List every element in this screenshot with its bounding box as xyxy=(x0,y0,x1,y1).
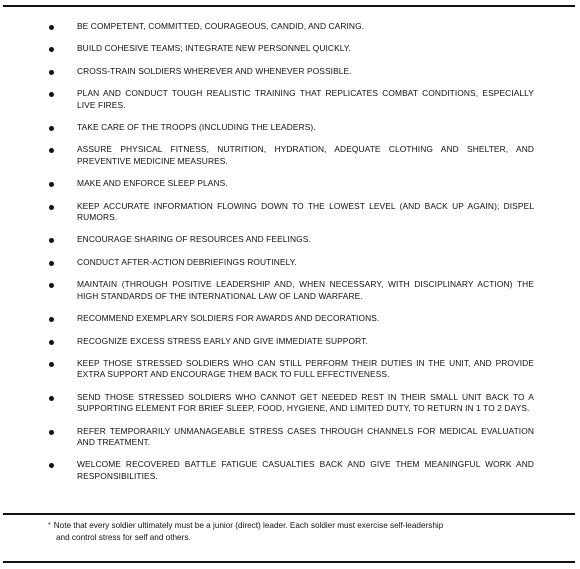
top-rule xyxy=(3,5,575,7)
list-item-text: MAINTAIN (THROUGH POSITIVE LEADERSHIP AND, WHEN NECESSARY, WITH DISCIPLINARY ACTION) THE HIGH STANDARDS OF THE INTERNATIONAL LAW OF LAND WARFARE. xyxy=(77,279,534,301)
list-item-text: SEND THOSE STRESSED SOLDIERS WHO CANNOT GET NEEDED REST IN THEIR SMALL UNIT BACK TO A SUPPORTING ELEMENT FOR BRIEF SLEEP, FOOD, HYGIENE, AND LIMITED DUTY, TO RETURN IN 1 TO 2 DAYS. xyxy=(77,391,534,414)
list-item xyxy=(0,43,580,54)
footnote xyxy=(48,520,548,543)
list-item-text: ASSURE PHYSICAL FITNESS, NUTRITION, HYDRATION, ADEQUATE CLOTHING AND SHELTER, AND PREVENTIVE MEDICINE MEASURES. xyxy=(77,144,534,166)
list-item-text: REFER TEMPORARILY UNMANAGEABLE STRESS CASES THROUGH CHANNELS FOR MEDICAL EVALUATION AND TREATMENT. xyxy=(77,425,534,447)
footnote-line-2: and control stress for self and others. xyxy=(56,532,191,542)
bullet-icon xyxy=(49,463,54,468)
bullet-icon xyxy=(49,283,54,288)
list-item-text: WELCOME RECOVERED BATTLE FATIGUE CASUALTIES BACK AND GIVE THEM MEANINGFUL WORK AND RESPONSIBILITIES. xyxy=(77,459,534,481)
bullet-icon xyxy=(49,148,54,153)
list-item-text: BUILD COHESIVE TEAMS; INTEGRATE NEW PERSONNEL QUICKLY. xyxy=(77,43,351,54)
list-item xyxy=(0,21,580,32)
list-item xyxy=(0,459,580,482)
footnote-line-1: Note that every soldier ultimately must be a junior (direct) leader. Each soldier must exercise self-leadership xyxy=(53,521,444,530)
list-item xyxy=(0,66,580,77)
bullet-icon xyxy=(49,317,54,322)
bullet-icon xyxy=(49,92,54,97)
list-item xyxy=(0,257,580,268)
list-item-text: RECOMMEND EXEMPLARY SOLDIERS FOR AWARDS AND DECORATIONS. xyxy=(77,313,380,324)
bullet-icon xyxy=(49,47,54,52)
list-item-text: BE COMPETENT, COMMITTED, COURAGEOUS, CANDID, AND CARING. xyxy=(77,21,365,31)
list-item-text: CONDUCT AFTER-ACTION DEBRIEFINGS ROUTINELY. xyxy=(77,256,297,267)
list-item-text: CROSS-TRAIN SOLDIERS WHEREVER AND WHENEVER POSSIBLE. xyxy=(77,65,352,76)
bullet-icon xyxy=(49,238,54,243)
bullet-icon xyxy=(49,25,54,30)
list-item-text: ENCOURAGE SHARING OF RESOURCES AND FEELINGS. xyxy=(77,234,311,245)
guidelines-list xyxy=(0,21,580,482)
list-item xyxy=(0,426,580,449)
list-item xyxy=(0,279,580,302)
footnote-marker: * xyxy=(48,522,51,529)
list-item-text: TAKE CARE OF THE TROOPS (INCLUDING THE LEADERS). xyxy=(77,122,316,133)
bottom-rule xyxy=(3,561,575,563)
list-item xyxy=(0,336,580,347)
bullet-icon xyxy=(49,362,54,367)
list-item-text: RECOGNIZE EXCESS STRESS EARLY AND GIVE IMMEDIATE SUPPORT. xyxy=(77,335,368,346)
bullet-icon xyxy=(49,340,54,345)
list-item xyxy=(0,313,580,324)
list-item xyxy=(0,122,580,133)
list-item xyxy=(0,88,580,111)
list-item xyxy=(0,392,580,415)
list-item xyxy=(0,178,580,189)
bullet-icon xyxy=(49,126,54,131)
list-item-text: PLAN AND CONDUCT TOUGH REALISTIC TRAINING THAT REPLICATES COMBAT CONDITIONS, ESPECIALLY LIVE FIRES. xyxy=(77,88,534,110)
list-item-text: KEEP ACCURATE INFORMATION FLOWING DOWN TO THE LOWEST LEVEL (AND BACK UP AGAIN); DISPEL RUMORS. xyxy=(77,200,534,223)
list-item xyxy=(0,201,580,224)
bullet-icon xyxy=(49,261,54,266)
bullet-icon xyxy=(49,396,54,401)
list-item xyxy=(0,234,580,245)
bullet-icon xyxy=(49,205,54,210)
footnote-divider xyxy=(3,513,575,515)
bullet-icon xyxy=(49,430,54,435)
list-item xyxy=(0,358,580,381)
list-item-text: MAKE AND ENFORCE SLEEP PLANS. xyxy=(77,178,228,189)
bullet-icon xyxy=(49,70,54,75)
bullet-icon xyxy=(49,182,54,187)
list-item-text: KEEP THOSE STRESSED SOLDIERS WHO CAN STILL PERFORM THEIR DUTIES IN THE UNIT, AND PROVIDE EXTRA SUPPORT AND ENCOURAGE THEM BACK TO FULL EFFECTIVENESS. xyxy=(77,357,534,380)
list-item xyxy=(0,144,580,167)
